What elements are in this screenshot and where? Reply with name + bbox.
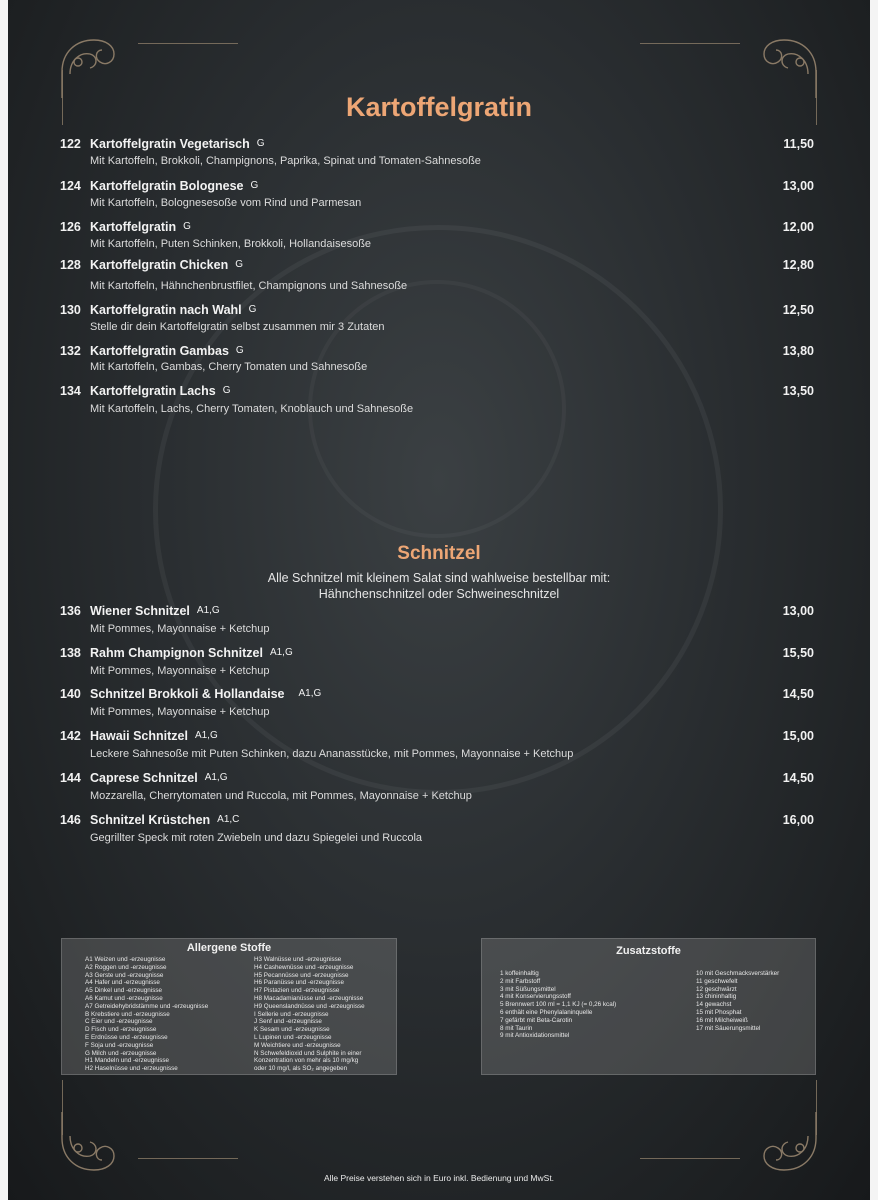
item-description: Mit Kartoffeln, Bolognesesoße vom Rind und Parmesan xyxy=(90,197,362,209)
item-number: 132 xyxy=(60,344,81,358)
additive-entry: 4 mit Konservierungsstoff xyxy=(500,993,571,1001)
item-description: Mit Pommes, Mayonnaise + Ketchup xyxy=(90,665,270,677)
item-allergens: G xyxy=(235,259,243,270)
item-name: Rahm Champignon Schnitzel A1,G xyxy=(90,646,293,660)
allergen-entry: B Krebstiere und -erzeugnisse xyxy=(85,1010,170,1018)
additive-entry: 14 gewachst xyxy=(696,1001,732,1009)
additive-entry: 15 mit Phosphat xyxy=(696,1008,742,1016)
schnitzel-note-line2: Hähnchenschnitzel oder Schweineschnitzel xyxy=(318,587,560,601)
item-price: 13,00 xyxy=(782,604,814,618)
allergen-entry: H5 Pecannüsse und -erzeugnisse xyxy=(254,971,349,979)
additive-entry: 3 mit Süßungsmittel xyxy=(500,985,556,993)
item-description: Mit Kartoffeln, Hähnchenbrustfilet, Champignons und Sahnesoße xyxy=(90,280,408,292)
allergene-box xyxy=(61,938,397,1075)
additive-entry: 5 Brennwert 100 ml = 1,1 KJ (= 0,26 kcal) xyxy=(500,1001,617,1009)
allergen-entry: A6 Kamut und -erzeugnisse xyxy=(85,994,163,1002)
item-number: 138 xyxy=(60,646,81,660)
item-price: 13,00 xyxy=(782,179,814,193)
allergen-entry: M Weichtiere und -erzeugnisse xyxy=(254,1041,341,1049)
item-price: 12,80 xyxy=(782,258,814,272)
item-number: 124 xyxy=(60,179,81,193)
allergen-entry: H9 Queenslandnüsse und -erzeugnisse xyxy=(254,1002,365,1010)
item-allergens: G xyxy=(256,138,265,149)
allergen-entry: A1 Weizen und -erzeugnisse xyxy=(85,956,166,963)
allergen-entry: H4 Cashewnüsse und -erzeugnisse xyxy=(254,963,354,971)
item-number: 142 xyxy=(60,729,81,743)
additive-entry: 2 mit Farbstoff xyxy=(500,977,541,985)
allergen-entry: H7 Pistazien und -erzeugnisse xyxy=(254,987,340,995)
additive-entry: 10 mit Geschmacksverstärker xyxy=(696,970,780,977)
item-description: Mit Pommes, Mayonnaise + Ketchup xyxy=(90,623,270,635)
item-price: 12,50 xyxy=(782,303,814,317)
allergen-entry: C Eier und -erzeugnisse xyxy=(85,1018,153,1026)
item-allergens: A1,G xyxy=(194,730,218,741)
allergen-entry: K Sesam und -erzeugnisse xyxy=(254,1026,330,1034)
item-price: 11,50 xyxy=(783,137,814,151)
item-description: Mit Kartoffeln, Lachs, Cherry Tomaten, Knoblauch und Sahnesoße xyxy=(90,403,414,415)
allergen-entry: H3 Walnüsse und -erzeugnisse xyxy=(254,956,342,963)
allergen-entry: oder 10 mg/l, als SO₂ angegeben xyxy=(254,1065,348,1073)
allergen-entry: A4 Hafer und -erzeugnisse xyxy=(85,979,160,987)
allergen-entry: H8 Macadamianüsse und -erzeugnisse xyxy=(254,994,364,1002)
item-description: Stelle dir dein Kartoffelgratin selbst zusammen mir 3 Zutaten xyxy=(90,321,385,333)
item-allergens: A1,C xyxy=(217,814,240,825)
item-allergens: G xyxy=(248,304,257,315)
allergen-entry: H2 Haselnüsse und -erzeugnisse xyxy=(85,1065,178,1073)
item-name: Caprese Schnitzel A1,G xyxy=(90,771,228,785)
item-description: Gegrillter Speck mit roten Zwiebeln und dazu Spiegelei und Ruccola xyxy=(90,832,423,844)
item-allergens: A1,G xyxy=(269,647,293,658)
item-number: 130 xyxy=(60,303,81,317)
additive-entry: 1 koffeinhaltig xyxy=(500,970,539,977)
top-right-rule xyxy=(640,43,740,44)
item-description: Mit Kartoffeln, Gambas, Cherry Tomaten und Sahnesoße xyxy=(90,361,368,373)
additive-entry: 13 chininhaltig xyxy=(696,993,737,1001)
item-description: Mozzarella, Cherrytomaten und Ruccola, mit Pommes, Mayonnaise + Ketchup xyxy=(90,790,472,802)
item-name: Kartoffelgratin nach Wahl G xyxy=(90,303,257,317)
additive-entry: 9 mit Antioxidationsmittel xyxy=(500,1032,570,1040)
allergene-title: Allergene Stoffe xyxy=(186,942,272,954)
allergen-entry: A2 Roggen und -erzeugnisse xyxy=(85,963,167,971)
item-name: Kartoffelgratin Bolognese G xyxy=(90,179,259,193)
allergen-entry: G Milch und -erzeugnisse xyxy=(85,1049,157,1057)
allergen-entry: H1 Mandeln und -erzeugnisse xyxy=(85,1057,170,1065)
bottom-right-rule xyxy=(640,1158,740,1159)
item-allergens: G xyxy=(222,385,231,396)
top-left-rule xyxy=(138,43,238,44)
allergen-entry: L Lupinen und -erzeugnisse xyxy=(254,1033,332,1041)
item-number: 134 xyxy=(60,384,81,398)
item-name: Kartoffelgratin Vegetarisch G xyxy=(90,137,265,151)
item-price: 14,50 xyxy=(782,687,814,701)
allergene-list-right xyxy=(254,956,365,1073)
item-name: Kartoffelgratin Gambas G xyxy=(90,344,244,358)
flourish-ornament-icon xyxy=(752,1108,822,1178)
item-number: 144 xyxy=(60,771,81,785)
item-number: 128 xyxy=(60,258,81,272)
item-price: 14,50 xyxy=(782,771,814,785)
item-name: Kartoffelgratin G xyxy=(90,220,191,234)
item-name: Hawaii Schnitzel A1,G xyxy=(90,729,218,743)
allergen-entry: Konzentration von mehr als 10 mg/kg xyxy=(254,1057,359,1065)
allergen-entry: F Soja und -erzeugnisse xyxy=(85,1041,154,1049)
item-name: Wiener Schnitzel A1,G xyxy=(90,604,220,618)
section-title-kartoffelgratin: Kartoffelgratin xyxy=(345,92,532,122)
item-allergens: G xyxy=(235,345,244,356)
allergen-entry: A3 Gerste und -erzeugnisse xyxy=(85,971,164,979)
zusatzstoffe-list-right xyxy=(696,970,779,1032)
item-price: 12,00 xyxy=(782,220,814,234)
item-price: 13,50 xyxy=(782,384,814,398)
allergen-entry: H6 Paranüsse und -erzeugnisse xyxy=(254,979,344,987)
item-description: Mit Kartoffeln, Brokkoli, Champignons, Paprika, Spinat und Tomaten-Sahnesoße xyxy=(90,155,481,167)
flourish-ornament-icon xyxy=(56,1108,126,1178)
item-price: 15,00 xyxy=(782,729,814,743)
item-number: 136 xyxy=(60,604,81,618)
item-name: Kartoffelgratin Chicken G xyxy=(90,258,243,272)
additive-entry: 11 geschwefelt xyxy=(696,977,738,985)
additive-entry: 12 geschwärzt xyxy=(696,985,737,993)
item-name: Schnitzel Krüstchen A1,C xyxy=(90,813,240,827)
item-allergens: G xyxy=(250,180,259,191)
item-name: Schnitzel Brokkoli & Hollandaise A1,G xyxy=(90,687,322,701)
zusatzstoffe-box xyxy=(481,938,816,1075)
zusatzstoffe-title: Zusatzstoffe xyxy=(616,945,681,957)
item-description: Mit Pommes, Mayonnaise + Ketchup xyxy=(90,706,270,718)
allergene-list-left xyxy=(85,956,208,1073)
allergen-entry: A5 Dinkel und -erzeugnisse xyxy=(85,987,163,995)
item-allergens: A1,G xyxy=(196,605,220,616)
item-allergens: G xyxy=(183,221,191,232)
item-allergens: A1,G xyxy=(298,688,322,699)
zusatzstoffe-list-left xyxy=(500,970,616,1040)
additive-entry: 17 mit Säuerungsmittel xyxy=(696,1024,761,1032)
allergen-entry: A7 Getreidehybridstämme und -erzeugnisse xyxy=(85,1002,209,1010)
allergen-entry: N Schwefeldioxid und Sulphite in einer xyxy=(254,1049,362,1057)
footer-price-note: Alle Preise verstehen sich in Euro inkl. Bedienung und MwSt. xyxy=(323,1173,555,1183)
item-price: 16,00 xyxy=(782,813,814,827)
item-description: Mit Kartoffeln, Puten Schinken, Brokkoli, Hollandaisesoße xyxy=(90,238,372,250)
allergen-entry: E Erdnüsse und -erzeugnisse xyxy=(85,1033,168,1041)
bottom-left-rule xyxy=(138,1158,238,1159)
allergen-entry: I Sellerie und -erzeugnisse xyxy=(254,1010,329,1018)
allergen-entry: D Fisch und -erzeugnisse xyxy=(85,1026,157,1034)
item-number: 126 xyxy=(60,220,81,234)
item-number: 146 xyxy=(60,813,81,827)
item-number: 140 xyxy=(60,687,81,701)
item-allergens: A1,G xyxy=(204,772,228,783)
item-price: 15,50 xyxy=(782,646,814,660)
menu-page xyxy=(8,0,870,1200)
additive-entry: 8 mit Taurin xyxy=(500,1024,533,1032)
schnitzel-note-line1: Alle Schnitzel mit kleinem Salat sind wahlweise bestellbar mit: xyxy=(267,571,611,585)
additive-entry: 6 enthält eine Phenylalaninquelle xyxy=(500,1008,593,1016)
additive-entry: 16 mit Milcheiweiß xyxy=(696,1016,748,1024)
additive-entry: 7 gefärbt mit Beta-Carotin xyxy=(500,1016,573,1024)
item-price: 13,80 xyxy=(782,344,814,358)
section-title-schnitzel: Schnitzel xyxy=(397,543,481,564)
item-name: Kartoffelgratin Lachs G xyxy=(90,384,231,398)
item-description: Leckere Sahnesoße mit Puten Schinken, dazu Ananasstücke, mit Pommes, Mayonnaise + Ketchup xyxy=(90,748,574,760)
allergen-entry: J Senf und -erzeugnisse xyxy=(254,1018,322,1026)
item-number: 122 xyxy=(60,137,81,151)
